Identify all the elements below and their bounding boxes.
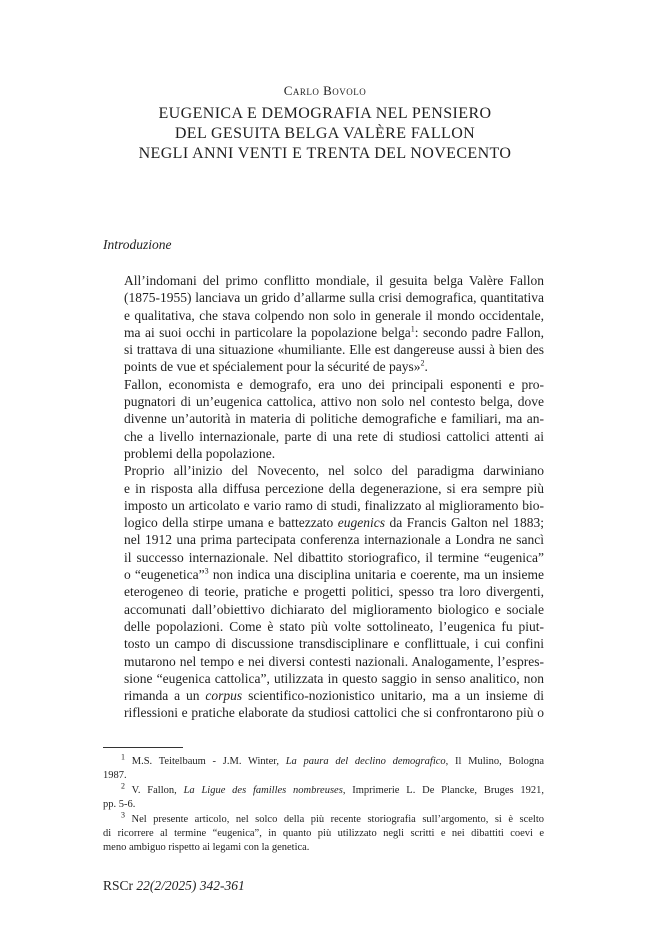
title-line: DEL GESUITA BELGA VALÈRE FALLON	[174, 125, 476, 142]
text-segment: scientifico-nozionistico unitario, ma a un insieme di	[248, 688, 545, 704]
text-line: nel 1912 una prima partecipata conferenza internazionale a Londra ne sancì	[124, 532, 544, 548]
paragraph-1	[103, 272, 544, 376]
text-line	[103, 781, 545, 798]
title-line: EUGENICA E DEMOGRAFIA NEL PENSIERO	[158, 105, 492, 122]
footnote-2	[103, 781, 545, 811]
text-line: il successo internazionale. Nel dibattito storiografico, il termine “eugenica”	[124, 549, 544, 565]
text-line: sione “eugenica cattolica”, utilizzata in questo saggio in senso analitico, non	[124, 670, 544, 686]
text-segment: ma ai suoi occhi in particolare la popolazione belga	[124, 324, 411, 340]
text-line: si trattava di una situazione «humiliante. Elle est dangereuse aussi à bien des	[124, 342, 544, 358]
text-line: pugnatori di un’eugenica cattolica, attivo non solo nel contesto belga, dove	[124, 394, 544, 410]
footnote-number: 2	[121, 781, 125, 791]
text-line: di ricorrere al termine “eugenica”, in quanto più utilizzato negli scritti e nei dibattiti coevi e	[103, 827, 544, 839]
cited-title: La paura del declino demografico	[285, 756, 446, 767]
text-line: e qualitativa, che stava colpendo non solo in generale il mondo occidentale,	[124, 307, 544, 323]
text-line: meno ambiguo rispetto ai legami con la genetica.	[103, 841, 310, 853]
paragraph-3	[103, 462, 544, 721]
cited-title: La Ligue des familles nombreuses	[183, 785, 343, 797]
text-line: mutarono nel tempo e nei diversi contesti nazionali. Analogamente, l’espres-	[124, 653, 544, 669]
text-line	[103, 752, 545, 769]
journal-volume: 22(2/2025) 342-361	[136, 878, 245, 893]
text-segment: , Imprimerie L. De Plancke, Bruges 1921,	[342, 785, 545, 797]
text-segment: M.S. Teitelbaum - J.M. Winter,	[131, 756, 279, 767]
text-line: eterogeneo di teorie, pratiche e progetti politici, spesso tra loro divergenti,	[124, 584, 544, 600]
text-line: tosto un campo di discussione transdisciplinare e conflittuale, i cui confini	[124, 636, 544, 652]
footnote-mark-2[interactable]: 2	[420, 358, 425, 368]
text-line: (1875-1955) lanciava un grido d’allarme sulla crisi demografica, quantitativa	[124, 290, 544, 306]
footnotes	[103, 752, 545, 856]
text-segment: logico della stirpe umana e battezzato	[124, 515, 334, 531]
text-segment: da Francis Galton nel 1883;	[389, 515, 544, 531]
footnote-number: 1	[121, 752, 125, 762]
footnote-number: 3	[121, 810, 125, 820]
text-segment: , Il Mulino, Bologna	[445, 756, 545, 767]
text-line: imposto un articolato e vario ramo di studi, finalizzato al miglioramento bio-	[124, 497, 544, 513]
text-line	[103, 514, 544, 531]
text-line: Proprio all’inizio del Novecento, nel solco del paradigma darwiniano	[124, 463, 544, 479]
text-segment: .	[424, 359, 428, 375]
footnote-mark-1[interactable]: 1	[410, 324, 415, 334]
footnote-3	[103, 810, 544, 854]
footnote-mark-3[interactable]: 3	[204, 566, 209, 576]
author-name: Carlo Bovolo	[283, 83, 367, 98]
text-line: divenne un’autorità in materia di politiche demografiche e familiari, ma an-	[124, 411, 544, 427]
section-heading: Introduzione	[103, 237, 172, 252]
article-title	[60, 104, 590, 164]
italic-term-corpus: corpus	[205, 688, 243, 704]
text-line: che a livello internazionale, parte di una rete di studiosi cattolici attenti ai	[124, 428, 544, 444]
text-segment: V. Fallon,	[131, 785, 177, 797]
footnote-1	[103, 752, 545, 782]
text-line	[103, 324, 544, 341]
text-segment: rimanda a un	[124, 688, 200, 704]
paragraph-2	[103, 376, 544, 462]
text-line: 1987.	[103, 769, 127, 781]
text-line: All’indomani del primo conflitto mondiale, il gesuita belga Valère Fallon	[124, 273, 544, 288]
title-line: NEGLI ANNI VENTI E TRENTA DEL NOVECENTO	[138, 145, 512, 162]
journal-footer	[103, 878, 245, 894]
text-segment: : secondo padre Fallon,	[414, 324, 544, 340]
text-segment: points de vue et spécialement pour la sécurité de pays»	[124, 359, 421, 375]
text-segment: Nel presente articolo, nel solco della più recente storiografia sull’argomento, si è scelto	[131, 814, 544, 826]
text-line	[103, 810, 544, 827]
text-segment: o “eugenetica”	[124, 567, 205, 583]
italic-term-eugenics: eugenics	[337, 515, 385, 531]
text-line: riflessioni e pratiche elaborate da studiosi cattolici che si confrontarono più o	[124, 705, 544, 721]
text-line	[103, 566, 544, 583]
text-line	[103, 358, 544, 375]
body-text	[103, 272, 544, 722]
text-line: pp. 5-6.	[103, 798, 136, 810]
text-segment: non indica una disciplina unitaria e coerente, ma un insieme	[212, 567, 545, 583]
text-line: Fallon, economista e demografo, era uno dei principali esponenti e pro-	[124, 376, 544, 392]
text-line: e in risposta alla diffusa percezione della degenerazione, si era sempre più	[124, 480, 544, 496]
footnote-divider	[103, 747, 183, 748]
journal-name: RSCr	[103, 878, 134, 893]
text-line: problemi della popolazione.	[124, 445, 276, 461]
text-line: delle popolazioni. Come è stato più volte sottolineato, l’eugenica fu piut-	[124, 618, 544, 634]
text-line	[103, 687, 544, 704]
text-line: accomunati dall’obiettivo dichiarato del miglioramento biologico e sociale	[124, 601, 544, 617]
